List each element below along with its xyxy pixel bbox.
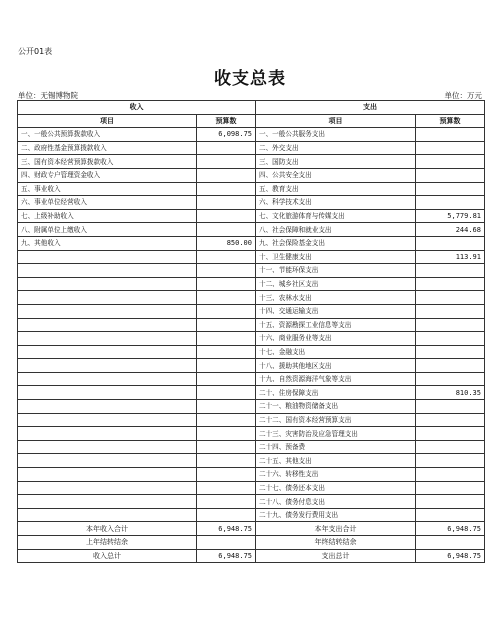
- income-item-cell: 上年结转结余: [18, 536, 197, 550]
- income-budget-cell: [197, 209, 256, 223]
- income-budget-cell: [197, 318, 256, 332]
- expense-budget-cell: [416, 155, 485, 169]
- expense-budget-cell: 6,948.75: [416, 549, 485, 563]
- income-item-cell: [18, 468, 197, 482]
- expense-item-cell: 十、卫生健康支出: [256, 250, 416, 264]
- income-item-cell: [18, 454, 197, 468]
- expense-item-cell: 八、社会保障和就业支出: [256, 223, 416, 237]
- expense-budget-cell: 113.91: [416, 250, 485, 264]
- table-row: [18, 209, 485, 223]
- income-item-cell: 二、政府性基金预算拨款收入: [18, 141, 197, 155]
- unit-organization: 单位：无锡博物院: [18, 91, 78, 100]
- income-budget-cell: 6,098.75: [197, 128, 256, 142]
- expense-budget-cell: [416, 304, 485, 318]
- income-item-cell: [18, 318, 197, 332]
- expense-item-cell: 三、国防支出: [256, 155, 416, 169]
- expense-item-cell: 十八、援助其他地区支出: [256, 359, 416, 373]
- table-row: [18, 413, 485, 427]
- income-budget-cell: [197, 481, 256, 495]
- income-item-cell: [18, 304, 197, 318]
- income-item-cell: [18, 372, 197, 386]
- income-item-cell: [18, 345, 197, 359]
- income-budget-cell: [197, 536, 256, 550]
- expense-budget-cell: [416, 440, 485, 454]
- expense-item-cell: 支出总计: [256, 549, 416, 563]
- table-row: [18, 400, 485, 414]
- budget-summary-table: [17, 100, 485, 563]
- income-budget-cell: [197, 345, 256, 359]
- expense-header: 支出: [256, 101, 485, 115]
- expense-budget-cell: [416, 481, 485, 495]
- table-row: [18, 250, 485, 264]
- expense-budget-cell: [416, 495, 485, 509]
- expense-item-cell: 十二、城乡社区支出: [256, 277, 416, 291]
- expense-budget-cell: [416, 264, 485, 278]
- expense-item-cell: 二十、住房保障支出: [256, 386, 416, 400]
- expense-budget-column-header: 预算数: [416, 114, 485, 128]
- expense-item-cell: 十三、农林水支出: [256, 291, 416, 305]
- table-row: [18, 386, 485, 400]
- income-budget-cell: [197, 250, 256, 264]
- income-item-cell: [18, 386, 197, 400]
- income-item-cell: [18, 481, 197, 495]
- table-row: [18, 277, 485, 291]
- table-row: [18, 291, 485, 305]
- income-item-cell: [18, 332, 197, 346]
- expense-budget-cell: [416, 454, 485, 468]
- expense-item-cell: 二十九、债务发行费用支出: [256, 508, 416, 522]
- income-budget-cell: [197, 427, 256, 441]
- expense-budget-cell: 810.35: [416, 386, 485, 400]
- income-item-cell: [18, 508, 197, 522]
- expense-item-cell: 二十五、其他支出: [256, 454, 416, 468]
- income-budget-cell: 6,948.75: [197, 549, 256, 563]
- expense-item-cell: 十七、金融支出: [256, 345, 416, 359]
- expense-budget-cell: [416, 400, 485, 414]
- expense-item-cell: 二十三、灾害防治及应急管理支出: [256, 427, 416, 441]
- income-item-cell: [18, 495, 197, 509]
- table-row: [18, 168, 485, 182]
- income-item-cell: [18, 250, 197, 264]
- expense-item-cell: 五、教育支出: [256, 182, 416, 196]
- income-item-cell: [18, 413, 197, 427]
- expense-item-cell: 四、公共安全支出: [256, 168, 416, 182]
- expense-budget-cell: [416, 508, 485, 522]
- expense-item-cell: 二、外交支出: [256, 141, 416, 155]
- table-row: [18, 454, 485, 468]
- expense-item-cell: 年终结转结余: [256, 536, 416, 550]
- income-item-cell: 收入总计: [18, 549, 197, 563]
- table-row: [18, 223, 485, 237]
- income-item-cell: 一、一般公共预算拨款收入: [18, 128, 197, 142]
- income-budget-cell: [197, 291, 256, 305]
- expense-item-cell: 十六、商业服务业等支出: [256, 332, 416, 346]
- expense-budget-cell: [416, 182, 485, 196]
- expense-budget-cell: [416, 141, 485, 155]
- table-row: [18, 372, 485, 386]
- table-row: [18, 481, 485, 495]
- income-budget-cell: [197, 332, 256, 346]
- page-title: 收支总表: [214, 69, 286, 89]
- expense-item-cell: 二十六、转移性支出: [256, 468, 416, 482]
- expense-budget-cell: [416, 468, 485, 482]
- expense-budget-cell: [416, 345, 485, 359]
- form-code: 公开01表: [18, 47, 53, 56]
- expense-budget-cell: [416, 332, 485, 346]
- income-budget-cell: [197, 508, 256, 522]
- income-budget-cell: [197, 440, 256, 454]
- expense-item-cell: 二十四、预备费: [256, 440, 416, 454]
- expense-item-cell: 二十一、粮油物资储备支出: [256, 400, 416, 414]
- income-item-cell: [18, 264, 197, 278]
- table-row: [18, 495, 485, 509]
- income-budget-cell: [197, 468, 256, 482]
- income-budget-cell: [197, 413, 256, 427]
- table-body: [18, 128, 485, 522]
- income-item-cell: [18, 440, 197, 454]
- income-budget-cell: [197, 141, 256, 155]
- expense-item-cell: 十五、资源勘探工业信息等支出: [256, 318, 416, 332]
- table-row: [18, 264, 485, 278]
- income-budget-cell: [197, 400, 256, 414]
- table-row: [18, 440, 485, 454]
- income-budget-cell: [197, 304, 256, 318]
- income-item-cell: 三、国有资本经营预算拨款收入: [18, 155, 197, 169]
- expense-budget-cell: [416, 291, 485, 305]
- expense-item-cell: 十一、节能环保支出: [256, 264, 416, 278]
- table-row: [18, 318, 485, 332]
- income-item-cell: 六、事业单位经营收入: [18, 196, 197, 210]
- income-budget-cell: [197, 196, 256, 210]
- table-row: [18, 141, 485, 155]
- expense-budget-cell: [416, 359, 485, 373]
- table-row: [18, 236, 485, 250]
- income-budget-cell: [197, 223, 256, 237]
- section-header-row: [18, 101, 485, 115]
- income-budget-cell: [197, 264, 256, 278]
- income-header: 收入: [18, 101, 256, 115]
- table-row: [18, 182, 485, 196]
- expense-budget-cell: [416, 277, 485, 291]
- income-item-cell: [18, 291, 197, 305]
- expense-budget-cell: [416, 318, 485, 332]
- total-row: [18, 536, 485, 550]
- expense-item-cell: 一、一般公共服务支出: [256, 128, 416, 142]
- table-row: [18, 196, 485, 210]
- expense-budget-cell: 5,779.81: [416, 209, 485, 223]
- table-row: [18, 128, 485, 142]
- table-row: [18, 304, 485, 318]
- column-header-row: [18, 114, 485, 128]
- income-item-cell: [18, 359, 197, 373]
- expense-budget-cell: 244.68: [416, 223, 485, 237]
- expense-item-cell: 六、科学技术支出: [256, 196, 416, 210]
- income-item-cell: 五、事业收入: [18, 182, 197, 196]
- table-row: [18, 427, 485, 441]
- table-row: [18, 359, 485, 373]
- expense-budget-cell: [416, 372, 485, 386]
- expense-budget-cell: [416, 196, 485, 210]
- income-item-column-header: 项目: [18, 114, 197, 128]
- expense-budget-cell: [416, 427, 485, 441]
- income-budget-cell: [197, 168, 256, 182]
- expense-item-cell: 二十七、债务还本支出: [256, 481, 416, 495]
- expense-item-cell: 十四、交通运输支出: [256, 304, 416, 318]
- income-item-cell: 四、财政专户管理资金收入: [18, 168, 197, 182]
- income-budget-cell: 850.00: [197, 236, 256, 250]
- income-item-cell: [18, 400, 197, 414]
- income-budget-cell: [197, 495, 256, 509]
- expense-budget-cell: [416, 128, 485, 142]
- table-totals: [18, 522, 485, 563]
- expense-item-cell: 二十八、债务付息支出: [256, 495, 416, 509]
- expense-budget-cell: [416, 168, 485, 182]
- table-row: [18, 508, 485, 522]
- income-item-cell: [18, 427, 197, 441]
- expense-item-cell: 二十二、国有资本经营预算支出: [256, 413, 416, 427]
- income-budget-column-header: 预算数: [197, 114, 256, 128]
- income-budget-cell: [197, 182, 256, 196]
- table-row: [18, 155, 485, 169]
- expense-item-cell: 十九、自然资源海洋气象等支出: [256, 372, 416, 386]
- table-row: [18, 468, 485, 482]
- total-row: [18, 549, 485, 563]
- income-budget-cell: [197, 454, 256, 468]
- unit-currency: 单位：万元: [444, 91, 482, 100]
- income-budget-cell: [197, 359, 256, 373]
- expense-budget-cell: [416, 413, 485, 427]
- table-row: [18, 332, 485, 346]
- income-item-cell: 七、上级补助收入: [18, 209, 197, 223]
- income-budget-cell: [197, 155, 256, 169]
- income-budget-cell: [197, 372, 256, 386]
- expense-item-cell: 七、文化旅游体育与传媒支出: [256, 209, 416, 223]
- income-item-cell: 八、附属单位上缴收入: [18, 223, 197, 237]
- income-budget-cell: 6,948.75: [197, 522, 256, 536]
- income-budget-cell: [197, 277, 256, 291]
- table-row: [18, 345, 485, 359]
- income-budget-cell: [197, 386, 256, 400]
- expense-item-cell: 九、社会保险基金支出: [256, 236, 416, 250]
- expense-item-column-header: 项目: [256, 114, 416, 128]
- income-item-cell: 本年收入合计: [18, 522, 197, 536]
- total-row: [18, 522, 485, 536]
- expense-budget-cell: [416, 536, 485, 550]
- expense-budget-cell: [416, 236, 485, 250]
- income-item-cell: 九、其他收入: [18, 236, 197, 250]
- expense-budget-cell: 6,948.75: [416, 522, 485, 536]
- expense-item-cell: 本年支出合计: [256, 522, 416, 536]
- income-item-cell: [18, 277, 197, 291]
